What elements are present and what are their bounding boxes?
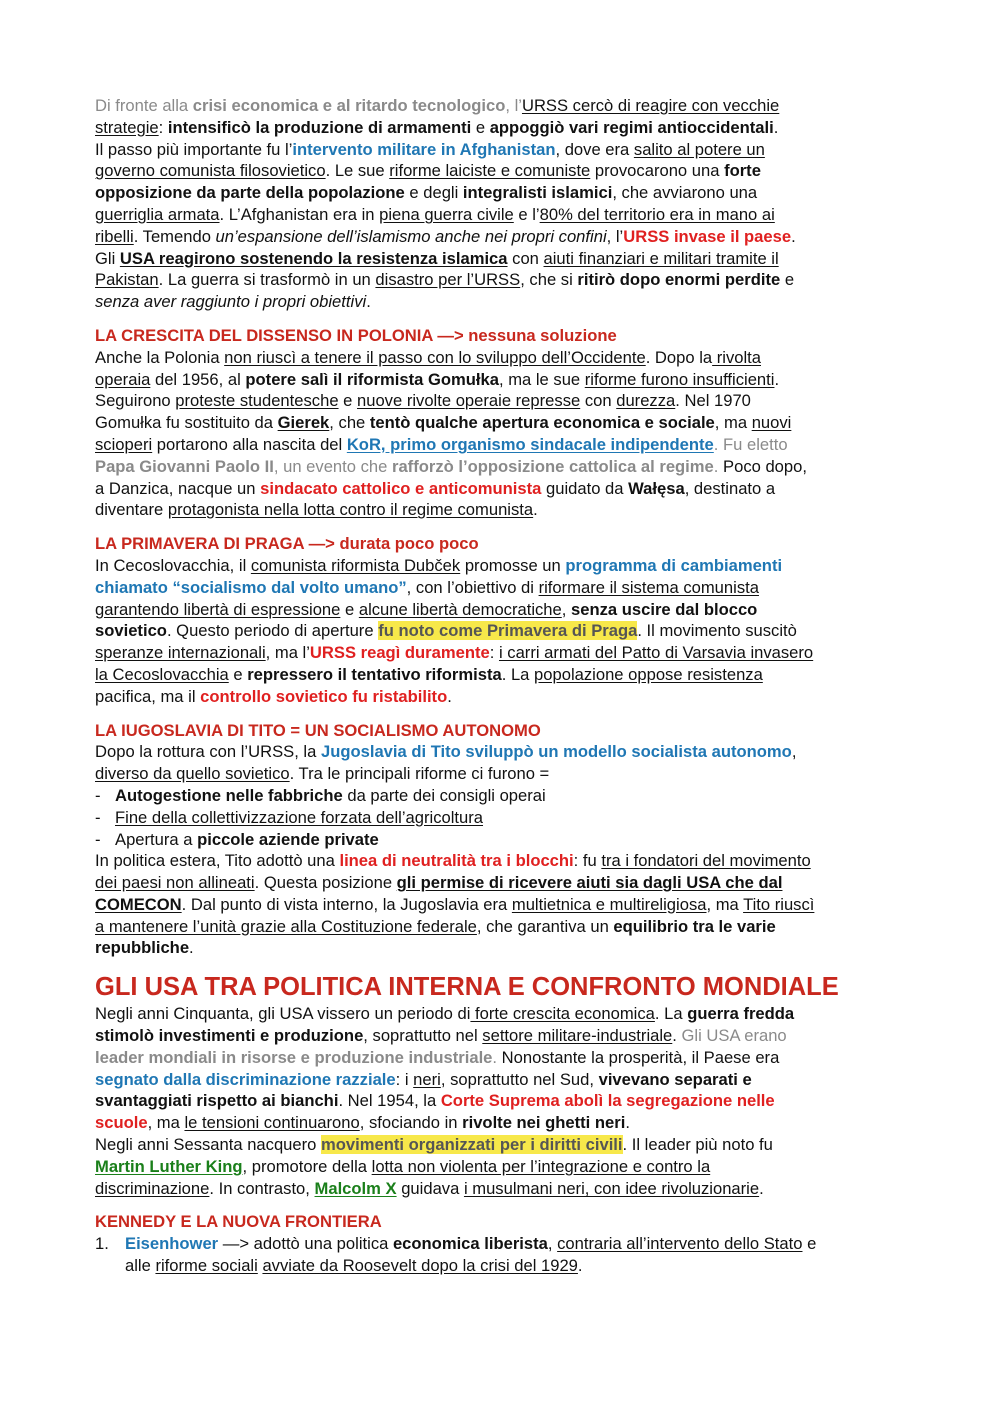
text-line: dei paesi non allineati. Questa posizione gli permise di ricevere aiuti sia dagli USA che dal <box>95 873 783 893</box>
section-polonia <box>95 325 910 521</box>
text-line: Papa Giovanni Paolo II, un evento che rafforzò l’opposizione cattolica al regime. Poco dopo, <box>95 456 807 476</box>
text-line: Gli USA reagirono sostenendo la resistenza islamica con aiuti finanziari e militari tramite il <box>95 248 779 268</box>
dash-bullet: - <box>95 829 101 849</box>
text-line: Martin Luther King, promotore della lotta non violenta per l’integrazione e contro la <box>95 1156 711 1176</box>
section-usa <box>95 971 910 1199</box>
chapter-title: GLI USA TRA POLITICA INTERNA E CONFRONTO MONDIALE <box>95 973 839 1002</box>
text-line: a mantenere l’unità grazie alla Costituzione federale, che garantiva un equilibrio tra le varie <box>95 916 776 936</box>
text-line: Gomułka fu sostituito da Gierek, che tentò qualche apertura economica e sociale, ma nuovi <box>95 413 792 433</box>
section-heading: LA CRESCITA DEL DISSENSO IN POLONIA —> nessuna soluzione <box>95 325 617 345</box>
paragraph-afghanistan <box>95 95 910 313</box>
text-line: leader mondiali in risorse e produzione industriale. Nonostante la prosperità, il Paese era <box>95 1047 780 1067</box>
text-line: stimolò investimenti e produzione, soprattutto nel settore militare-industriale. Gli USA erano <box>95 1026 787 1046</box>
dash-bullet: - <box>95 785 101 805</box>
section-kennedy <box>95 1211 910 1276</box>
section-jugoslavia <box>95 720 910 960</box>
list-item: - Apertura a piccole aziende private <box>95 829 379 849</box>
text-line: In politica estera, Tito adottò una linea di neutralità tra i blocchi: fu tra i fondatori del movimento <box>95 851 811 871</box>
text-line: strategie: intensificò la produzione di armamenti e appoggiò vari regimi antioccidentali. <box>95 117 779 137</box>
text-line: opposizione da parte della popolazione e degli integralisti islamici, che avviarono una <box>95 183 758 203</box>
text-line: segnato dalla discriminazione razziale: i neri, soprattutto nel Sud, vivevano separati e <box>95 1069 752 1089</box>
document-page <box>95 95 910 1277</box>
text-line: Anche la Polonia non riuscì a tenere il passo con lo sviluppo dell’Occidente. Dopo la rivolta <box>95 347 761 367</box>
section-heading: LA PRIMAVERA DI PRAGA —> durata poco poco <box>95 534 479 554</box>
text-line: Pakistan. La guerra si trasformò in un disastro per l’URSS, che si ritirò dopo enormi perdite e <box>95 270 795 290</box>
section-praga <box>95 533 910 707</box>
text-line: chiamato “socialismo dal volto umano”, con l’obiettivo di riformare il sistema comunista <box>95 577 759 597</box>
text-line: alle riforme sociali avviate da Roosevelt dopo la crisi del 1929. <box>125 1256 583 1276</box>
list-number: 1. <box>95 1234 109 1254</box>
text-line: pacifica, ma il controllo sovietico fu ristabilito. <box>95 686 452 706</box>
text-line: speranze internazionali, ma l’URSS reagì duramente: i carri armati del Patto di Varsavia invasero <box>95 643 814 663</box>
text-line: Dopo la rottura con l’URSS, la Jugoslavia di Tito sviluppò un modello socialista autonomo, <box>95 742 797 762</box>
text-line: sovietico. Questo periodo di aperture fu noto come Primavera di Praga. Il movimento suscitò <box>95 621 797 641</box>
list-item: - Autogestione nelle fabbriche da parte dei consigli operai <box>95 785 546 805</box>
text-line: In Cecoslovacchia, il comunista riformista Dubček promosse un programma di cambiamenti <box>95 555 783 575</box>
list-item: 1. Eisenhower —> adottò una politica economica liberista, contraria all’intervento dello Stato e <box>95 1234 817 1254</box>
list-item: - Fine della collettivizzazione forzata dell’agricoltura <box>95 807 484 827</box>
text-line: discriminazione. In contrasto, Malcolm X guidava i musulmani neri, con idee rivoluzionarie. <box>95 1178 764 1198</box>
text-line: diventare protagonista nella lotta contro il regime comunista. <box>95 500 538 520</box>
text-line: senza aver raggiunto i propri obiettivi. <box>95 292 371 312</box>
text-line: COMECON. Dal punto di vista interno, la Jugoslavia era multietnica e multireligiosa, ma Tito riuscì <box>95 894 815 914</box>
text-line: Di fronte alla crisi economica e al ritardo tecnologico, l’URSS cercò di reagire con vecchie <box>95 96 780 115</box>
text-line: operaia del 1956, al potere salì il riformista Gomułka, ma le sue riforme furono insufficienti. <box>95 369 780 389</box>
text-line: repubbliche. <box>95 938 194 958</box>
text-line: diverso da quello sovietico. Tra le principali riforme ci furono = <box>95 764 550 784</box>
text-line: svantaggiati rispetto ai bianchi. Nel 1954, la Corte Suprema abolì la segregazione nelle <box>95 1091 775 1111</box>
text-line: scuole, ma le tensioni continuarono, sfociando in rivolte nei ghetti neri. <box>95 1113 630 1133</box>
text-line: la Cecoslovacchia e repressero il tentativo riformista. La popolazione oppose resistenza <box>95 664 763 684</box>
text-line: Il passo più importante fu l’intervento militare in Afghanistan, dove era salito al potere un <box>95 139 765 159</box>
text-line: a Danzica, nacque un sindacato cattolico e anticomunista guidato da Wałęsa, destinato a <box>95 478 776 498</box>
text-line: Seguirono proteste studentesche e nuove rivolte operaie represse con durezza. Nel 1970 <box>95 391 751 411</box>
text-line: Negli anni Cinquanta, gli USA vissero un periodo di forte crescita economica. La guerra fredda <box>95 1004 795 1024</box>
text-line: ribelli. Temendo un’espansione dell’islamismo anche nei propri confini, l’URSS invase il paese. <box>95 226 796 246</box>
section-heading: LA IUGOSLAVIA DI TITO = UN SOCIALISMO AUTONOMO <box>95 720 541 740</box>
text-line: Negli anni Sessanta nacquero movimenti organizzati per i diritti civili. Il leader più noto fu <box>95 1135 773 1155</box>
text-line: scioperi portarono alla nascita del KoR, primo organismo sindacale indipendente. Fu eletto <box>95 434 788 454</box>
text-line: guerriglia armata. L’Afghanistan era in piena guerra civile e l’80% del territorio era in mano ai <box>95 204 775 224</box>
text-line: garantendo libertà di espressione e alcune libertà democratiche, senza uscire dal blocco <box>95 599 758 619</box>
section-heading: KENNEDY E LA NUOVA FRONTIERA <box>95 1212 382 1232</box>
text-line: governo comunista filosovietico. Le sue riforme laiciste e comuniste provocarono una forte <box>95 161 761 181</box>
dash-bullet: - <box>95 807 101 827</box>
